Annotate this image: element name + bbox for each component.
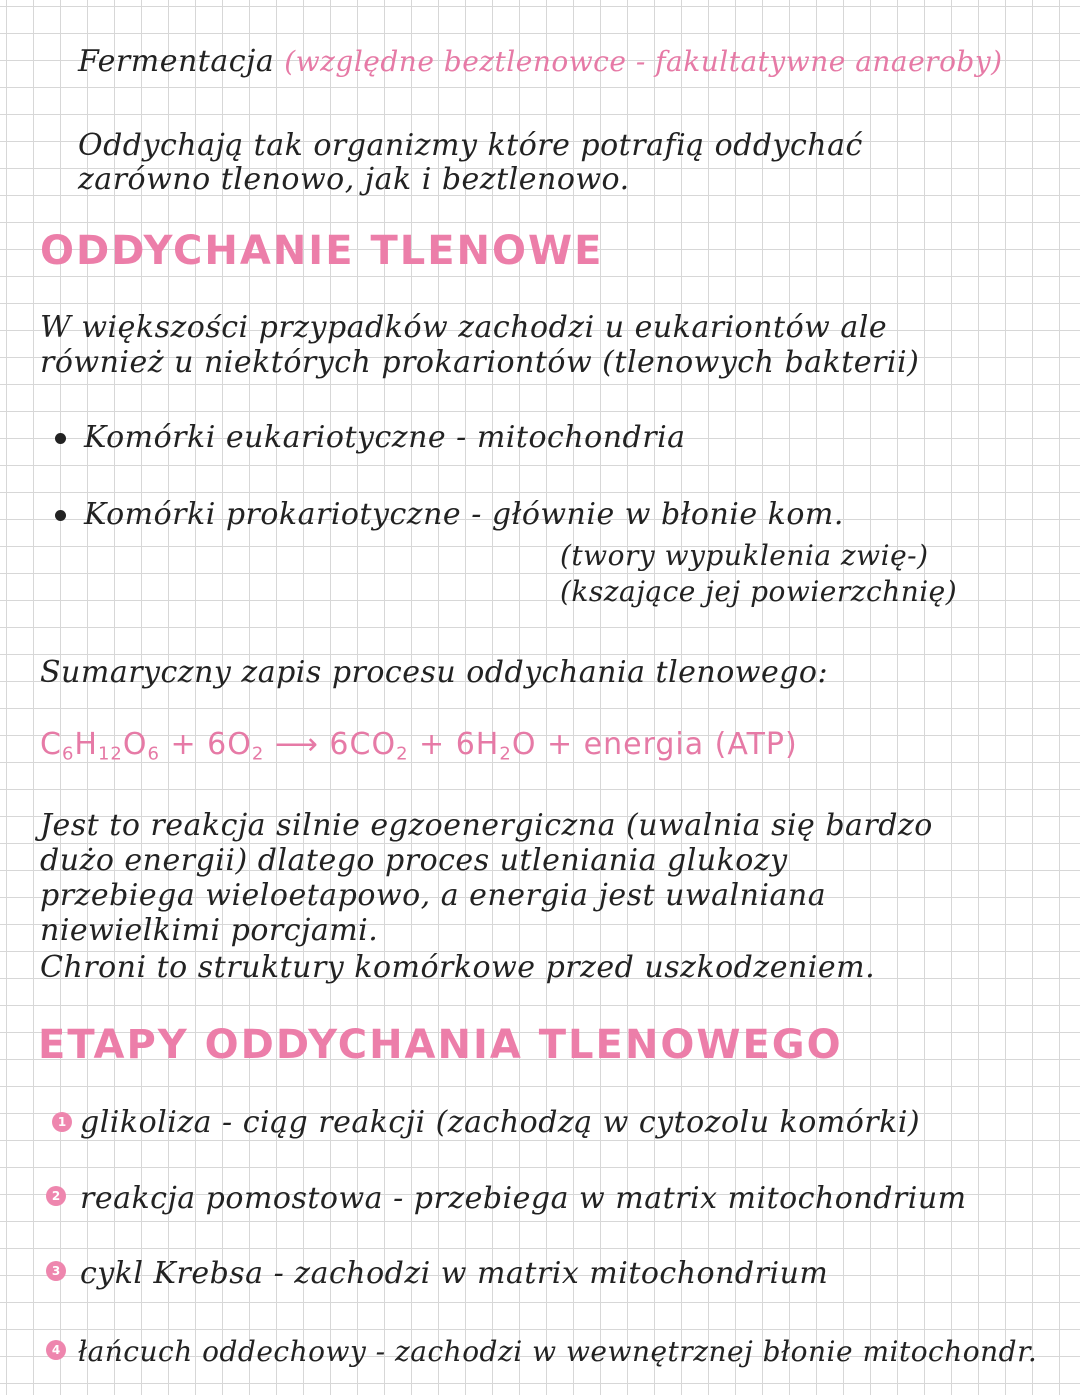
explanation-line-2: dużo energii) dlatego proces utleniania glukozy [40, 843, 788, 878]
step-glycolysis: glikoliza - ciąg reakcji (zachodzą w cytozolu komórki) [80, 1105, 921, 1140]
explanation-line-4: niewielkimi porcjami. [40, 913, 379, 948]
section1-para-line-2: również u niektórych prokariontów (tlenowych bakterii) [40, 345, 920, 380]
intro-title-note: (względne beztlenowce - fakultatywne anaeroby) [284, 45, 1003, 78]
respiration-formula: $C_6H_{12}O_6 + 6O_2$ ⟶ $6CO_2 + 6H_2O$ + energia (ATP) [40, 727, 798, 765]
step-link-reaction: reakcja pomostowa - przebiega w matrix mitochondrium [80, 1181, 967, 1216]
section1-para-line-1: W większości przypadków zachodzi u eukariontów ale [40, 310, 888, 345]
summary-label: Sumaryczny zapis procesu oddychania tlenowego: [40, 655, 829, 690]
explanation-line-1: Jest to reakcja silnie egzoenergiczna (uwalnia się bardzo [40, 808, 933, 843]
explanation-line-3: przebiega wieloetapowo, a energia jest uwalniana [40, 878, 827, 913]
step-krebs-cycle: cykl Krebsa - zachodzi w matrix mitochondrium [80, 1256, 829, 1291]
section2-heading: ETAPY ODDYCHANIA TLENOWEGO [38, 1022, 843, 1068]
step-number-badge: 2 [46, 1186, 66, 1206]
step-number-badge: 4 [46, 1340, 66, 1360]
explanation-line-5: Chroni to struktury komórkowe przed uszkodzeniem. [40, 950, 876, 985]
intro-line-2: zarówno tlenowo, jak i beztlenowo. [78, 162, 630, 197]
step-number-badge: 3 [46, 1261, 66, 1281]
step-number-badge: 1 [52, 1112, 72, 1132]
prokaryotic-note-line-1: (twory wypuklenia zwię-) [560, 539, 929, 572]
intro-line-1: Oddychają tak organizmy które potrafią oddychać [78, 128, 863, 163]
bullet-dot [55, 433, 66, 444]
prokaryotic-note-line-2: (kszające jej powierzchnię) [560, 575, 958, 608]
bullet-eukaryotic: Komórki eukariotyczne - mitochondria [84, 420, 686, 455]
intro-title-line [78, 44, 1003, 80]
intro-title: Fermentacja [78, 44, 275, 79]
bullet-prokaryotic: Komórki prokariotyczne - głównie w błonie kom. [84, 497, 844, 532]
step-electron-transport-chain: łańcuch oddechowy - zachodzi w wewnętrznej błonie mitochondr. [78, 1335, 1038, 1368]
bullet-dot [55, 510, 66, 521]
section1-heading: ODDYCHANIE TLENOWE [40, 228, 604, 274]
